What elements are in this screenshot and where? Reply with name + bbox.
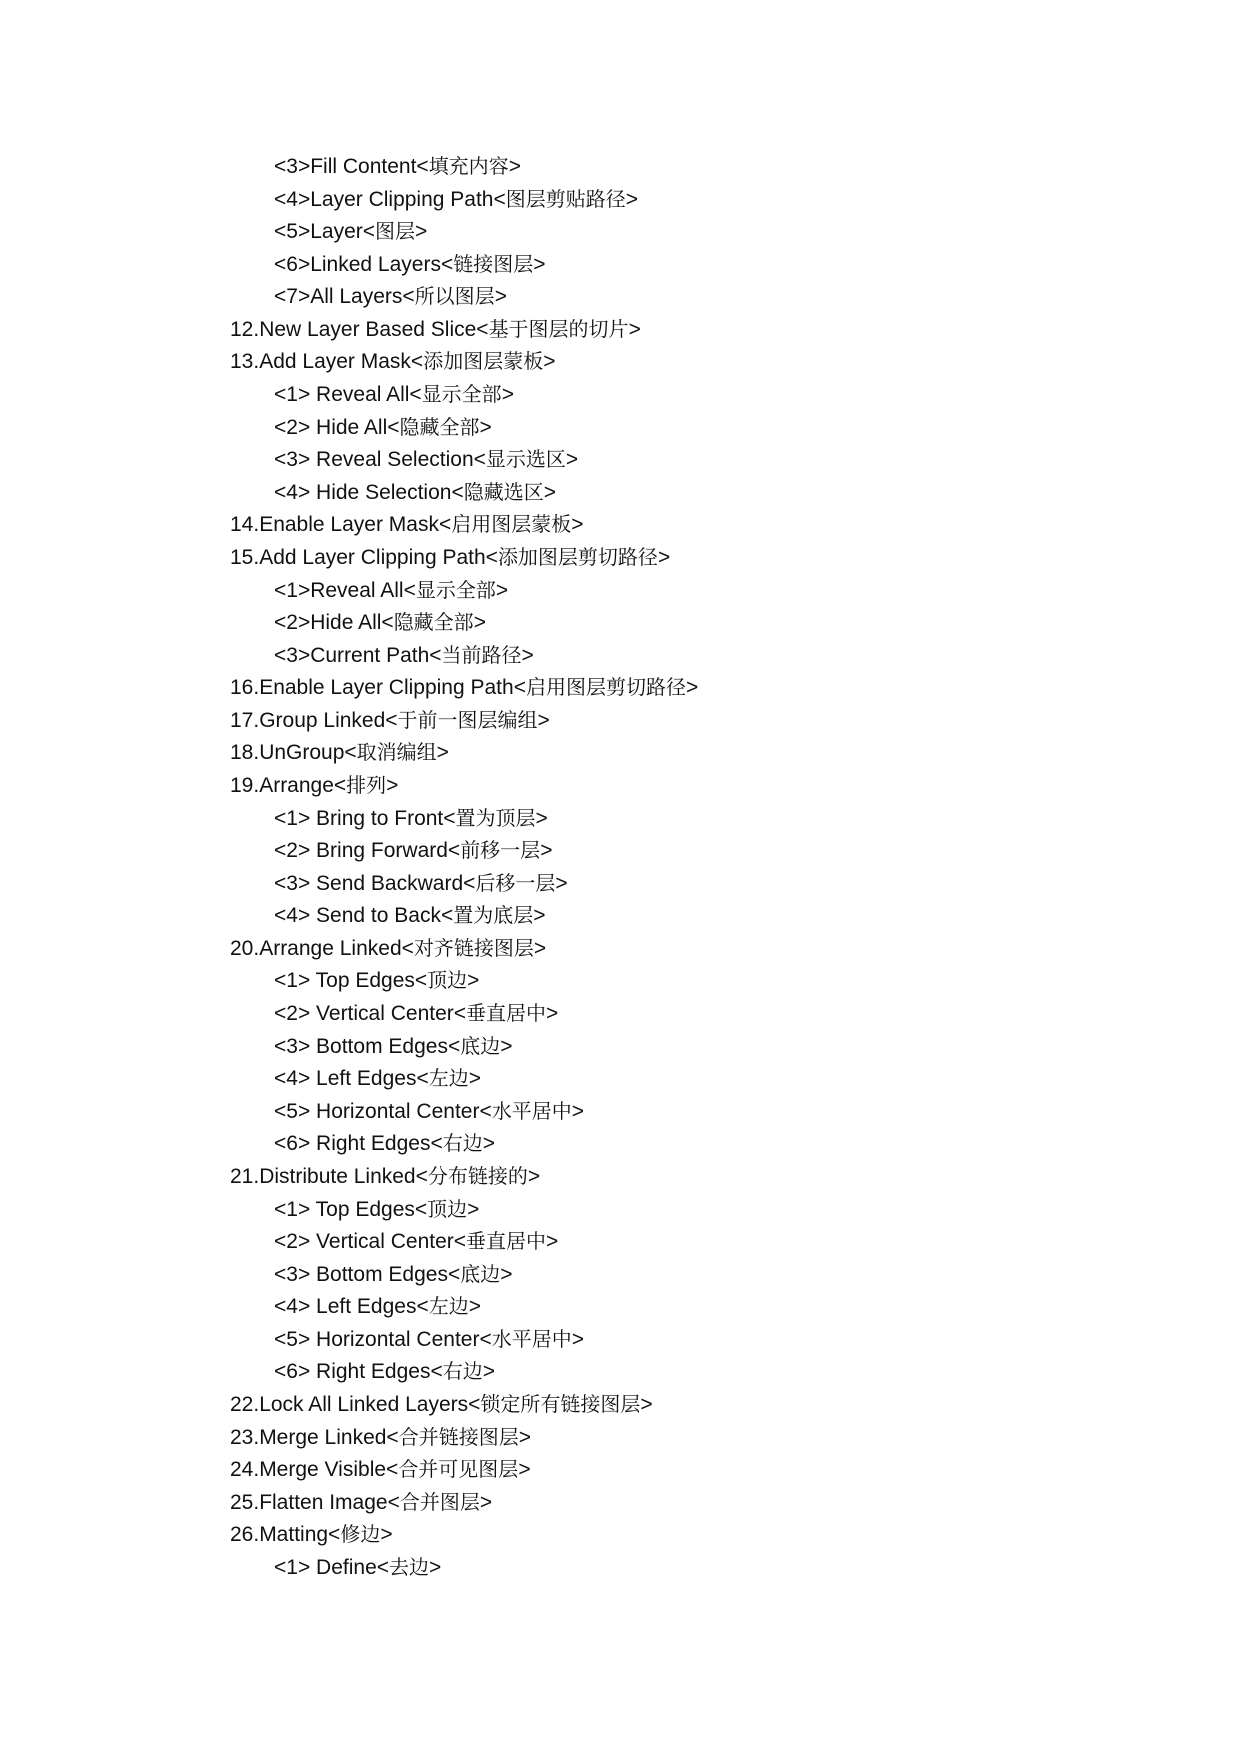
english-label: <1>Reveal All<: [274, 578, 416, 602]
menu-item-line: [0, 541, 698, 574]
closing-bracket: >: [518, 1425, 531, 1449]
chinese-label: 添加图层剪切路径: [497, 544, 658, 569]
closing-bracket: >: [543, 480, 556, 504]
closing-bracket: >: [546, 1002, 559, 1026]
menu-item-line: [0, 1388, 698, 1421]
closing-bracket: >: [685, 676, 699, 700]
chinese-label: 隐藏选区: [463, 479, 544, 504]
closing-bracket: >: [495, 578, 509, 602]
submenu-item-line: [0, 1062, 698, 1095]
closing-bracket: >: [565, 448, 579, 472]
chinese-label: 水平居中: [491, 1098, 572, 1123]
chinese-label: 显示全部: [421, 382, 502, 407]
english-label: <1> Top Edges<: [274, 1197, 428, 1221]
submenu-item-line: [0, 1095, 698, 1128]
submenu-item-line: [0, 476, 698, 509]
english-label: 22.Lock All Linked Layers<: [230, 1392, 481, 1416]
chinese-label: 填充内容: [428, 154, 509, 178]
closing-bracket: >: [540, 839, 553, 863]
closing-bracket: >: [535, 806, 548, 830]
chinese-label: 基于图层的切片: [488, 316, 629, 341]
chinese-label: 添加图层蒙板: [423, 349, 544, 374]
chinese-label: 排列: [346, 772, 387, 797]
submenu-item-line: [0, 1127, 698, 1160]
submenu-item-line: [0, 443, 698, 476]
chinese-label: 链接图层: [453, 251, 534, 276]
menu-item-line: [0, 1518, 698, 1551]
closing-bracket: >: [533, 252, 546, 276]
english-label: <4>Layer Clipping Path<: [274, 187, 506, 211]
menu-item-line: [0, 1160, 698, 1193]
closing-bracket: >: [500, 1262, 513, 1286]
menu-item-line: [0, 508, 698, 541]
closing-bracket: >: [533, 904, 546, 928]
english-label: 20.Arrange Linked<: [230, 936, 414, 960]
english-label: <2> Vertical Center<: [274, 1002, 467, 1026]
closing-bracket: >: [555, 871, 568, 895]
english-label: 13.Add Layer Mask<: [230, 350, 424, 374]
english-label: 23.Merge Linked<: [230, 1425, 399, 1449]
closing-bracket: >: [508, 155, 521, 178]
menu-item-line: [0, 736, 698, 769]
english-label: <2>Hide All<: [274, 611, 394, 635]
english-label: <4> Left Edges<: [274, 1295, 429, 1319]
submenu-item-line: [0, 248, 698, 281]
submenu-item-line: [0, 215, 698, 248]
closing-bracket: >: [571, 1327, 584, 1351]
closing-bracket: >: [521, 643, 534, 667]
english-label: <5>Layer<: [274, 220, 376, 244]
submenu-item-line: [0, 1355, 698, 1388]
english-label: 19.Arrange<: [230, 773, 347, 797]
closing-bracket: >: [527, 1164, 541, 1188]
english-label: <6> Right Edges<: [274, 1360, 443, 1384]
closing-bracket: >: [625, 187, 639, 211]
closing-bracket: >: [380, 1523, 393, 1547]
submenu-item-line: [0, 183, 698, 216]
chinese-label: 底边: [460, 1033, 501, 1058]
english-label: 21.Distribute Linked<: [230, 1164, 428, 1188]
closing-bracket: >: [482, 1360, 495, 1384]
chinese-label: 显示选区: [485, 447, 566, 472]
menu-item-line: [0, 932, 698, 965]
submenu-item-line: [0, 1290, 698, 1323]
closing-bracket: >: [571, 513, 584, 537]
submenu-item-line: [0, 1551, 698, 1584]
submenu-item-line: [0, 1030, 698, 1063]
menu-item-line: [0, 671, 698, 704]
closing-bracket: >: [468, 1067, 481, 1091]
chinese-label: 左边: [428, 1294, 469, 1319]
english-label: <4> Left Edges<: [274, 1067, 429, 1091]
english-label: 24.Merge Visible<: [230, 1458, 399, 1482]
closing-bracket: >: [467, 1197, 480, 1221]
english-label: <4> Hide Selection<: [274, 480, 464, 504]
english-label: 26.Matting<: [230, 1523, 341, 1547]
chinese-label: 前移一层: [460, 838, 541, 863]
chinese-label: 图层剪贴路径: [505, 186, 626, 211]
english-label: <5> Horizontal Center<: [274, 1327, 492, 1351]
english-label: <7>All Layers<: [274, 285, 415, 309]
chinese-label: 合并图层: [399, 1489, 480, 1514]
english-label: <3> Bottom Edges<: [274, 1262, 461, 1286]
closing-bracket: >: [467, 969, 480, 993]
closing-bracket: >: [479, 415, 492, 439]
chinese-label: 图层: [375, 219, 416, 244]
closing-bracket: >: [657, 545, 671, 569]
closing-bracket: >: [415, 220, 428, 244]
chinese-label: 合并链接图层: [398, 1424, 519, 1449]
menu-item-line: [0, 704, 698, 737]
submenu-item-line: [0, 802, 698, 835]
menu-reference-list: [0, 150, 698, 1583]
chinese-label: 水平居中: [491, 1326, 572, 1351]
closing-bracket: >: [482, 1132, 495, 1156]
chinese-label: 启用图层蒙板: [451, 512, 572, 537]
english-label: <2> Vertical Center<: [274, 1230, 467, 1254]
english-label: 18.UnGroup<: [230, 741, 357, 765]
english-label: <1> Bring to Front<: [274, 806, 456, 830]
chinese-label: 去边: [389, 1554, 430, 1579]
chinese-label: 分布链接的: [427, 1163, 528, 1188]
closing-bracket: >: [571, 1099, 584, 1123]
chinese-label: 底边: [460, 1261, 501, 1286]
closing-bracket: >: [537, 708, 550, 732]
closing-bracket: >: [543, 350, 556, 374]
closing-bracket: >: [429, 1555, 442, 1579]
chinese-label: 启用图层剪切路径: [525, 675, 686, 700]
english-label: <3>Current Path<: [274, 643, 442, 667]
submenu-item-line: [0, 899, 698, 932]
chinese-label: 当前路径: [441, 642, 522, 667]
closing-bracket: >: [500, 1034, 513, 1058]
english-label: <4> Send to Back<: [274, 904, 454, 928]
menu-item-line: [0, 345, 698, 378]
menu-item-line: [0, 1486, 698, 1519]
english-label: 15.Add Layer Clipping Path<: [230, 545, 498, 569]
closing-bracket: >: [533, 936, 547, 960]
submenu-item-line: [0, 1225, 698, 1258]
chinese-label: 置为底层: [453, 903, 534, 928]
chinese-label: 右边: [442, 1359, 483, 1384]
english-label: <3> Send Backward<: [274, 871, 476, 895]
closing-bracket: >: [628, 317, 641, 341]
english-label: <6>Linked Layers<: [274, 252, 454, 276]
english-label: <3> Bottom Edges<: [274, 1034, 461, 1058]
submenu-item-line: [0, 1323, 698, 1356]
submenu-item-line: [0, 150, 698, 183]
submenu-item-line: [0, 997, 698, 1030]
chinese-label: 右边: [442, 1131, 483, 1156]
english-label: <2> Bring Forward<: [274, 839, 461, 863]
submenu-item-line: [0, 639, 698, 672]
closing-bracket: >: [640, 1392, 653, 1416]
menu-item-line: [0, 1421, 698, 1454]
chinese-label: 显示全部: [415, 577, 496, 602]
english-label: <5> Horizontal Center<: [274, 1099, 492, 1123]
submenu-item-line: [0, 411, 698, 444]
submenu-item-line: [0, 574, 698, 607]
chinese-label: 顶边: [427, 1196, 468, 1221]
submenu-item-line: [0, 606, 698, 639]
menu-item-line: [0, 1453, 698, 1486]
chinese-label: 合并可见图层: [398, 1457, 519, 1482]
english-label: <1> Top Edges<: [274, 969, 428, 993]
chinese-label: 锁定所有链接图层: [480, 1391, 641, 1416]
chinese-label: 垂直居中: [466, 1229, 547, 1254]
closing-bracket: >: [546, 1230, 559, 1254]
closing-bracket: >: [386, 773, 399, 797]
submenu-item-line: [0, 964, 698, 997]
english-label: 16.Enable Layer Clipping Path<: [230, 676, 526, 700]
chinese-label: 所以图层: [414, 284, 495, 309]
english-label: 25.Flatten Image<: [230, 1490, 400, 1514]
closing-bracket: >: [501, 383, 514, 407]
submenu-item-line: [0, 834, 698, 867]
closing-bracket: >: [494, 285, 507, 309]
english-label: 14.Enable Layer Mask<: [230, 513, 452, 537]
chinese-label: 隐藏全部: [399, 414, 480, 439]
submenu-item-line: [0, 1258, 698, 1291]
closing-bracket: >: [468, 1295, 481, 1319]
chinese-label: 垂直居中: [466, 1001, 547, 1026]
chinese-label: 左边: [428, 1066, 469, 1091]
english-label: <2> Hide All<: [274, 415, 400, 439]
english-label: <1> Reveal All<: [274, 383, 422, 407]
chinese-label: 于前一图层编组: [397, 707, 538, 732]
english-label: 17.Group Linked<: [230, 708, 398, 732]
chinese-label: 取消编组: [356, 740, 437, 765]
english-label: <3>Fill Content<: [274, 155, 429, 178]
submenu-item-line: [0, 867, 698, 900]
chinese-label: 后移一层: [475, 870, 556, 895]
chinese-label: 置为顶层: [455, 805, 536, 830]
english-label: <3> Reveal Selection<: [274, 448, 486, 472]
menu-item-line: [0, 769, 698, 802]
english-label: <6> Right Edges<: [274, 1132, 443, 1156]
closing-bracket: >: [479, 1490, 493, 1514]
chinese-label: 对齐链接图层: [413, 935, 534, 960]
submenu-item-line: [0, 378, 698, 411]
submenu-item-line: [0, 1193, 698, 1226]
closing-bracket: >: [518, 1458, 531, 1482]
english-label: 12.New Layer Based Slice<: [230, 317, 489, 341]
chinese-label: 隐藏全部: [393, 610, 474, 635]
closing-bracket: >: [473, 611, 486, 635]
submenu-item-line: [0, 280, 698, 313]
chinese-label: 顶边: [427, 968, 468, 993]
chinese-label: 修边: [340, 1522, 381, 1547]
english-label: <1> Define<: [274, 1555, 390, 1579]
menu-item-line: [0, 313, 698, 346]
closing-bracket: >: [436, 741, 449, 765]
